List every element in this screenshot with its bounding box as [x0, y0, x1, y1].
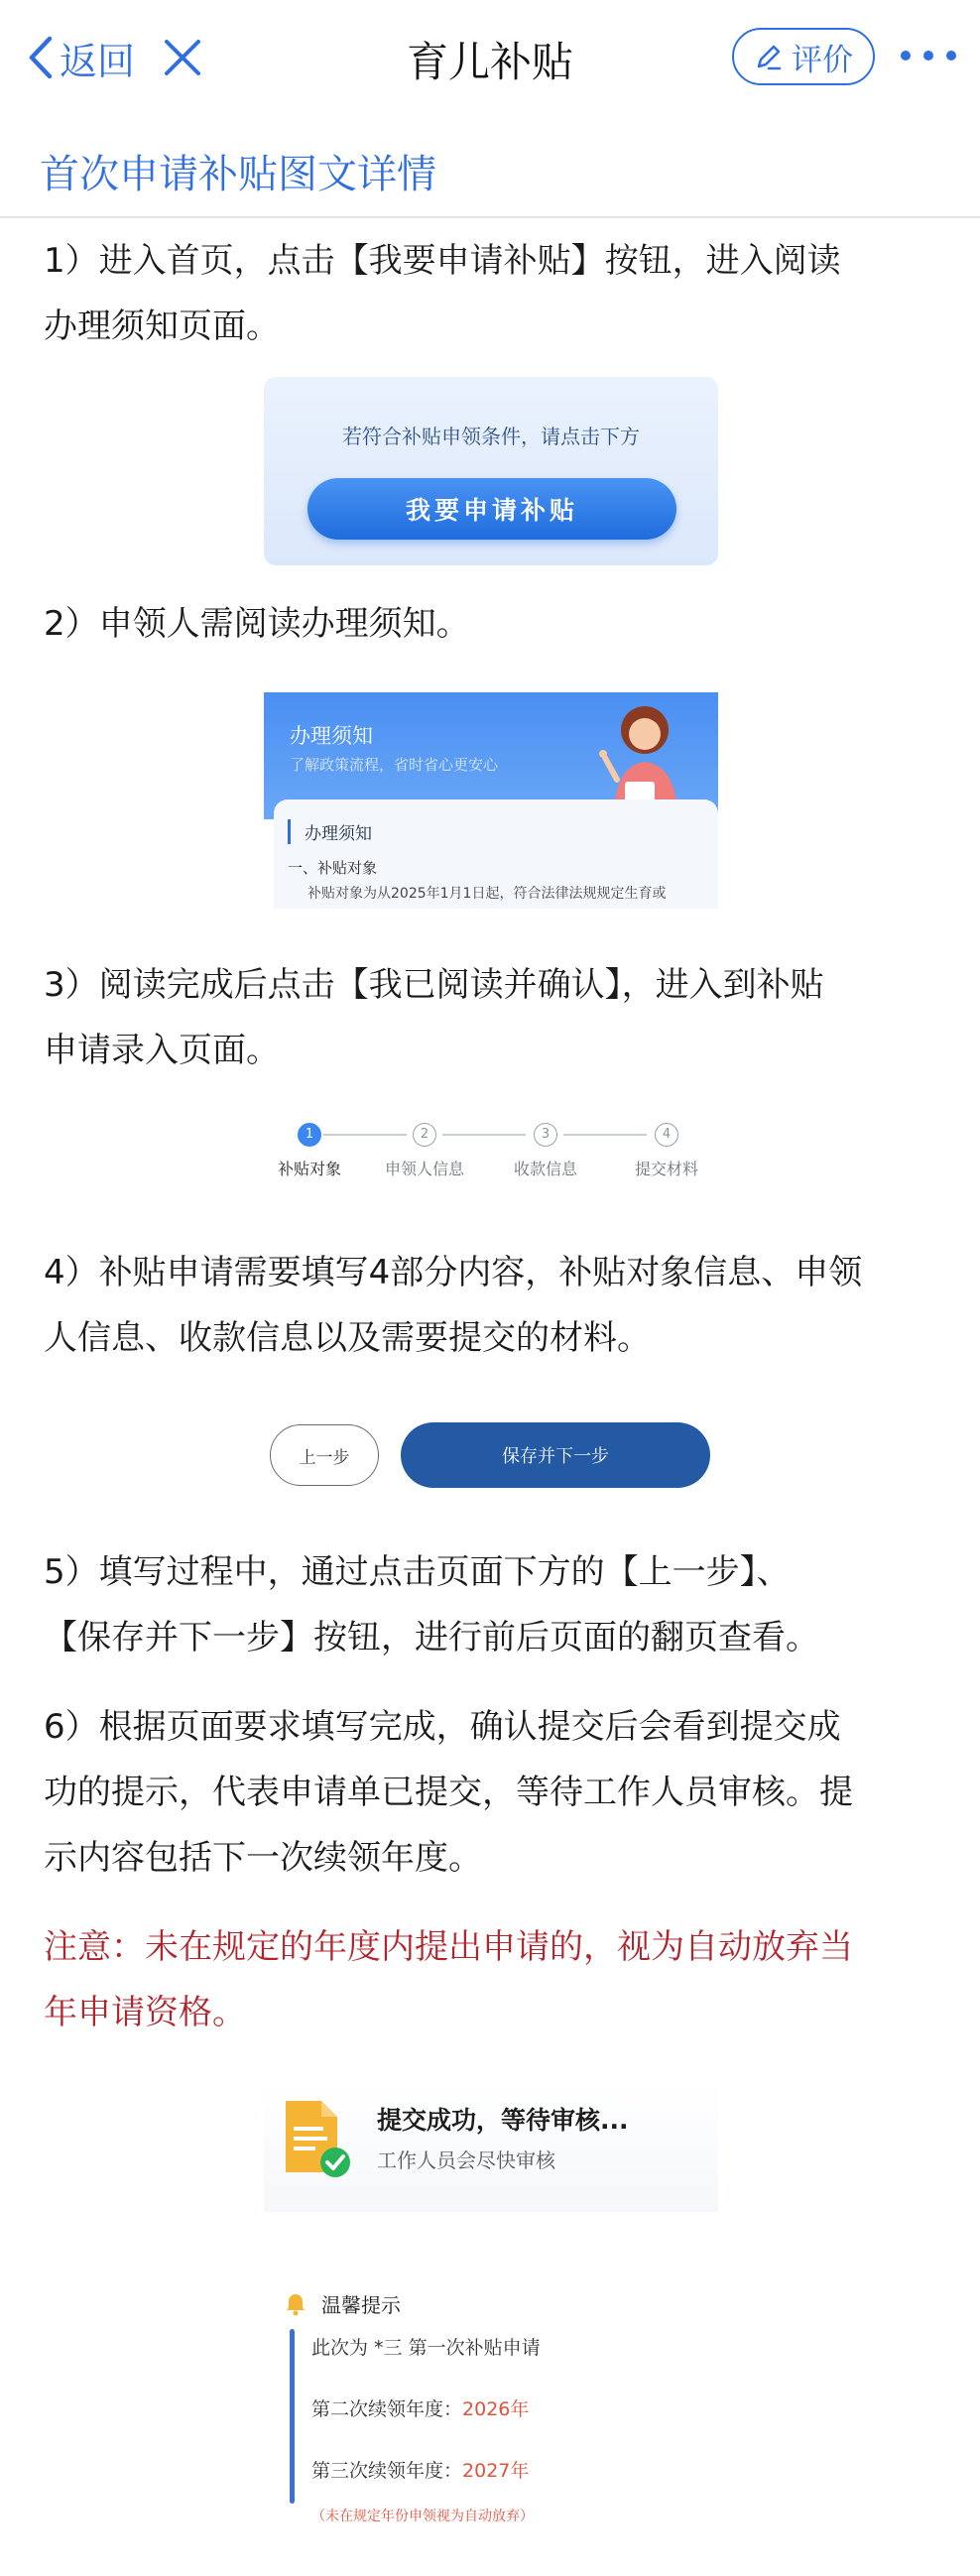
- more-dot-icon: [901, 51, 911, 61]
- tips-heading: [284, 2289, 401, 2318]
- step-number: 4: [655, 1123, 678, 1147]
- text-line: 功的提示，代表申请单已提交，等待工作人员审核。提: [44, 1773, 853, 1812]
- tip-line: 此次为 *三 第一次补贴申请: [311, 2337, 541, 2359]
- apply-subsidy-button-image: 我要申请补贴: [307, 478, 676, 540]
- notice-banner-title: 办理须知: [290, 724, 373, 748]
- text-line: 3）阅读完成后点击【我已阅读并确认】，进入到补贴: [44, 965, 824, 1005]
- step-number: 1: [298, 1123, 321, 1147]
- text-line: 申请录入页面。: [44, 1031, 280, 1070]
- save-next-button-image: 保存并下一步: [401, 1422, 710, 1488]
- tip-year: 2026年: [462, 2398, 530, 2420]
- text-line: 6）根据页面要求填写完成，确认提交后会看到提交成: [44, 1707, 841, 1747]
- rate-label: 评价: [792, 42, 853, 78]
- tip-line: [311, 2456, 529, 2483]
- top-nav-bar: [0, 0, 980, 115]
- apply-hint: 若符合补贴申领条件，请点击下方: [342, 425, 640, 448]
- notice-illustration: [264, 692, 718, 909]
- text-line: 1）进入首页，点击【我要申请补贴】按钮，进入阅读: [44, 241, 841, 281]
- stepper-step: [496, 1123, 595, 1179]
- warning-line: 年申请资格。: [44, 1993, 246, 2032]
- stepper-illustration: [264, 1123, 718, 1196]
- apply-illustration: [264, 377, 718, 565]
- success-header: [264, 2079, 718, 2212]
- success-illustration: [264, 2079, 718, 2551]
- success-title: 提交成功，等待审核...: [377, 2106, 629, 2135]
- tip-label: 第三次续领年度：: [311, 2460, 463, 2482]
- tips-accent-bar: [290, 2329, 295, 2504]
- text-line: 示内容包括下一次续领年度。: [44, 1838, 482, 1878]
- warning-paragraph: [44, 1914, 936, 2045]
- tips-title: 温馨提示: [321, 2293, 401, 2317]
- notice-body: [274, 799, 718, 909]
- stepper-step: [617, 1123, 716, 1179]
- text-line: 人信息、收款信息以及需要提交的材料。: [44, 1318, 651, 1358]
- step5-paragraph: [44, 1539, 936, 1670]
- step1-paragraph: [44, 228, 936, 359]
- text-line: 4）补贴申请需要填写4部分内容，补贴对象信息、申领: [44, 1253, 863, 1292]
- page-header: [0, 115, 980, 218]
- close-icon: [159, 34, 206, 81]
- text-line: 2）申领人需阅读办理须知。: [44, 604, 470, 644]
- step6-paragraph: [44, 1694, 936, 1891]
- tip-label: 第二次续领年度：: [311, 2398, 463, 2420]
- page-title: 首次申请补贴图文详情: [40, 152, 436, 197]
- chevron-left-icon: [26, 35, 56, 80]
- close-button[interactable]: [159, 34, 206, 81]
- bell-icon: [284, 2292, 307, 2316]
- more-dot-icon: [923, 51, 933, 61]
- notice-item: 一、补贴对象: [288, 859, 378, 877]
- prev-step-button-image: 上一步: [270, 1424, 379, 1486]
- step-number: 2: [413, 1123, 436, 1147]
- document-check-icon: [282, 2097, 351, 2180]
- notice-section-title: 办理须知: [288, 819, 372, 844]
- stepper-step: [260, 1123, 359, 1179]
- text-line: 【保存并下一步】按钮，进行前后页面的翻页查看。: [44, 1618, 819, 1657]
- more-dot-icon: [946, 51, 956, 61]
- step-label: 补贴对象: [277, 1160, 341, 1178]
- step-label: 收款信息: [513, 1160, 577, 1178]
- back-button[interactable]: [26, 30, 135, 85]
- notice-text: 补贴对象为从2025年1月1日起，符合法律法规规定生育或: [307, 886, 667, 902]
- rate-button[interactable]: [732, 28, 875, 85]
- step2-paragraph: [44, 591, 936, 657]
- stepper-step: [375, 1123, 474, 1179]
- back-label: 返回: [60, 39, 136, 83]
- tip-line: [311, 2394, 529, 2421]
- success-subtitle: 工作人员会尽快审核: [377, 2148, 555, 2172]
- step3-paragraph: [44, 952, 936, 1083]
- text-line: 办理须知页面。: [44, 307, 280, 346]
- step-number: 3: [534, 1123, 557, 1147]
- more-menu-button[interactable]: [901, 44, 956, 67]
- tip-year: 2027年: [462, 2460, 530, 2482]
- tip-note: （未在规定年份申领视为自动放弃）: [311, 2509, 534, 2524]
- step-label: 提交材料: [634, 1160, 698, 1178]
- warning-line: 注意：未在规定的年度内提出申请的，视为自动放弃当: [44, 1927, 853, 1967]
- nav-title: 育儿补贴: [406, 38, 573, 86]
- step-label: 申领人信息: [384, 1160, 464, 1178]
- text-line: 5）填写过程中，通过点击页面下方的【上一步】、: [44, 1552, 791, 1592]
- edit-pen-icon: [754, 42, 784, 71]
- step4-paragraph: [44, 1240, 936, 1371]
- notice-banner-subtitle: 了解政策流程，省时省心更安心: [290, 756, 499, 774]
